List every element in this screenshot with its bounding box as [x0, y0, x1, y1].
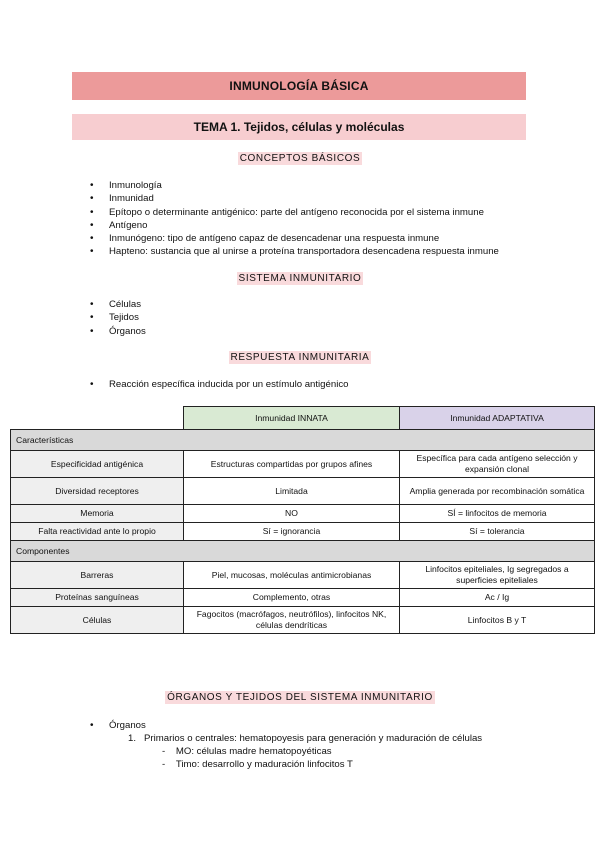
list-item: • Tejidos [90, 311, 146, 324]
group-caracteristicas: Características [11, 430, 595, 451]
list-item: • Hapteno: sustancia que al unirse a proteína transportadora desencadena respuesta inmune [90, 245, 499, 258]
table-row [11, 523, 595, 541]
table-row [11, 505, 595, 523]
section-heading-organos [0, 692, 600, 703]
table-corner-cell [11, 407, 184, 430]
sub-item-text: Timo: desarrollo y maduración linfocitos T [175, 759, 353, 770]
list-item: • Órganos [90, 325, 146, 338]
numbered-marker: 1. [128, 733, 137, 744]
table-header-row [11, 407, 595, 430]
cell-innata: Estructuras compartidas por grupos afines [184, 451, 400, 478]
cell-innata: Piel, mucosas, moléculas antimicrobianas [184, 562, 400, 589]
list-item: • Inmunidad [90, 192, 499, 205]
list-item: • Antígeno [90, 219, 499, 232]
section-heading-organos-text: ÓRGANOS Y TEJIDOS DEL SISTEMA INMUNITARIO [167, 692, 433, 703]
table-row [11, 562, 595, 589]
row-label: Memoria [11, 505, 184, 523]
section-heading-respuesta-text: RESPUESTA INMUNITARIA [230, 352, 370, 363]
cell-adaptativa: Linfocitos B y T [400, 607, 595, 634]
list-item: • Epítopo o determinante antigénico: parte del antígeno reconocida por el sistema inmune [90, 206, 499, 219]
section-heading-respuesta [0, 352, 600, 363]
list-item: • Inmunógeno: tipo de antígeno capaz de desencadenar una respuesta inmune [90, 232, 499, 245]
sub-item [162, 759, 353, 770]
table-group-row [11, 541, 595, 562]
organos-list [90, 719, 146, 732]
dash-marker: - [162, 759, 166, 770]
cell-adaptativa: Específica para cada antígeno selección y expansión clonal [400, 451, 595, 478]
row-label: Falta reactividad ante lo propio [11, 523, 184, 541]
section-heading-sistema-text: SISTEMA INMUNITARIO [238, 273, 362, 284]
table-row [11, 451, 595, 478]
cell-innata: NO [184, 505, 400, 523]
list-item: • Órganos [90, 719, 146, 732]
dash-marker: - [162, 746, 166, 757]
section-heading-conceptos [0, 153, 600, 164]
section-heading-conceptos-text: CONCEPTOS BÁSICOS [239, 153, 361, 164]
numbered-item-text: Primarios o centrales: hematopoyesis para generación y maduración de células [144, 733, 483, 744]
cell-adaptativa: Amplia generada por recombinación somática [400, 478, 595, 505]
cell-innata: Limitada [184, 478, 400, 505]
table-row [11, 589, 595, 607]
list-item: • Inmunología [90, 179, 499, 192]
page-title: INMUNOLOGÍA BÁSICA [72, 72, 526, 100]
immunity-comparison-table [10, 406, 595, 634]
cell-innata: Fagocitos (macrófagos, neutrófilos), linfocitos NK, células dendríticas [184, 607, 400, 634]
topic-title: TEMA 1. Tejidos, células y moléculas [72, 114, 526, 140]
sub-item-text: MO: células madre hematopoyéticas [175, 746, 332, 757]
sistema-list [90, 298, 146, 338]
conceptos-list [90, 179, 499, 259]
numbered-item [128, 733, 482, 744]
cell-adaptativa: SÍ = linfocitos de memoria [400, 505, 595, 523]
table-row [11, 478, 595, 505]
cell-adaptativa: Ac / Ig [400, 589, 595, 607]
row-label: Células [11, 607, 184, 634]
row-label: Proteínas sanguíneas [11, 589, 184, 607]
list-item: • Células [90, 298, 146, 311]
section-heading-sistema [0, 273, 600, 284]
row-label: Diversidad receptores [11, 478, 184, 505]
column-header-innata: Inmunidad INNATA [184, 407, 400, 430]
row-label: Barreras [11, 562, 184, 589]
column-header-adaptativa: Inmunidad ADAPTATIVA [400, 407, 595, 430]
table-group-row [11, 430, 595, 451]
cell-adaptativa: Linfocitos epiteliales, Ig segregados a superficies epiteliales [400, 562, 595, 589]
cell-adaptativa: Sí = tolerancia [400, 523, 595, 541]
list-item: • Reacción específica inducida por un estímulo antigénico [90, 378, 348, 391]
table-row [11, 607, 595, 634]
sub-item [162, 746, 332, 757]
cell-innata: Sí = ignorancia [184, 523, 400, 541]
cell-innata: Complemento, otras [184, 589, 400, 607]
respuesta-list [90, 378, 348, 391]
group-componentes: Componentes [11, 541, 595, 562]
row-label: Especificidad antigénica [11, 451, 184, 478]
